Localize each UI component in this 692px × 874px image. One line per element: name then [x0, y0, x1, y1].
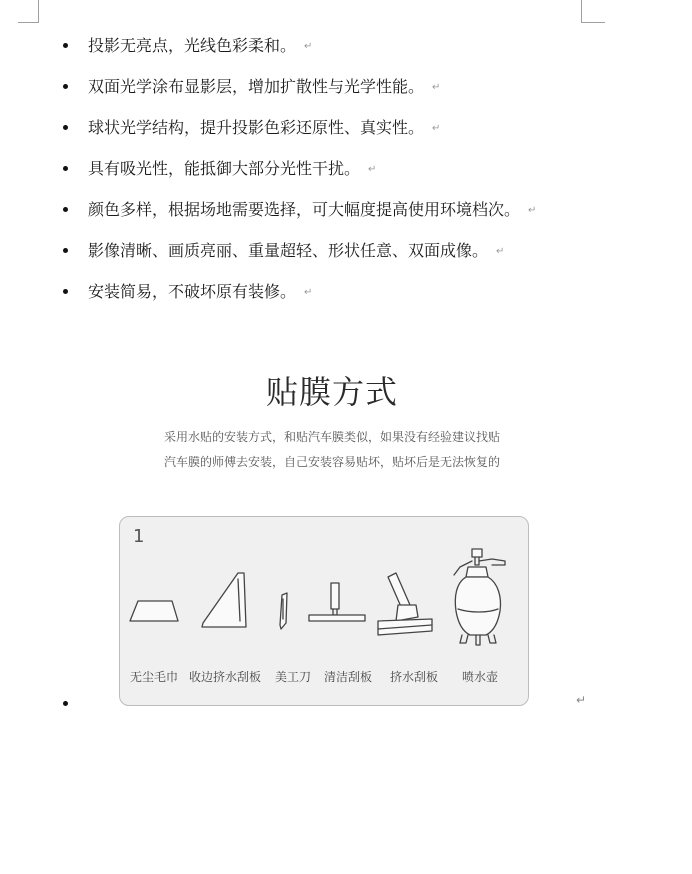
card-number: 1 — [133, 526, 145, 547]
paragraph-mark: ↵ — [368, 163, 377, 175]
bullet-dot — [63, 43, 68, 48]
description-line: 采用水贴的安装方式，和贴汽车膜类似，如果没有经验建议找贴 — [163, 430, 500, 444]
list-item — [0, 280, 692, 304]
description-line: 汽车膜的师傅去安装，自己安装容易贴坏，贴坏后是无法恢复的 — [163, 455, 500, 469]
paragraph-mark: ↵ — [304, 286, 313, 298]
tool-label: 无尘毛巾 — [129, 670, 179, 684]
section-heading: 贴膜方式 — [265, 373, 398, 411]
towel-icon — [130, 601, 178, 621]
list-item-text: 影像清晰、画质亮丽、重量超轻、形状任意、双面成像。 — [88, 241, 489, 260]
bullet-dot — [63, 207, 68, 212]
crop-mark-top-right — [581, 0, 605, 23]
list-item — [0, 239, 692, 263]
bullet-dot — [63, 289, 68, 294]
paragraph-mark: ↵ — [576, 693, 587, 707]
paragraph-mark: ↵ — [432, 122, 441, 134]
list-item-text: 颜色多样，根据场地需要选择，可大幅度提高使用环境档次。 — [88, 200, 521, 219]
tool-label: 收边挤水刮板 — [188, 670, 262, 684]
utility-knife-icon — [280, 593, 287, 629]
list-item-text: 具有吸光性，能抵御大部分光性干扰。 — [88, 159, 361, 178]
paragraph-mark: ↵ — [528, 204, 537, 216]
paragraph-mark: ↵ — [304, 40, 313, 52]
list-item — [0, 34, 692, 58]
list-item-text: 投影无亮点，光线色彩柔和。 — [88, 36, 297, 55]
list-item-text: 双面光学涂布显影层，增加扩散性与光学性能。 — [88, 77, 425, 96]
edge-squeegee-icon — [202, 573, 246, 627]
paragraph-mark: ↵ — [496, 245, 505, 257]
tool-label: 喷水壶 — [461, 670, 499, 684]
bullet-dot — [63, 125, 68, 130]
crop-mark-top-left — [18, 0, 39, 23]
list-item — [0, 116, 692, 140]
spray-bottle-icon — [454, 549, 505, 645]
tool-label: 清洁刮板 — [323, 670, 373, 684]
list-item-text: 球状光学结构，提升投影色彩还原性、真实性。 — [88, 118, 425, 137]
bullet-dot — [63, 166, 68, 171]
list-item — [0, 75, 692, 99]
squeegee-icon — [378, 573, 432, 635]
bullet-dot — [63, 701, 68, 706]
list-item-text: 安装简易，不破坏原有装修。 — [88, 282, 297, 301]
tool-label: 美工刀 — [274, 670, 312, 684]
tool-label: 挤水刮板 — [389, 670, 439, 684]
cleaning-scraper-icon — [309, 583, 365, 621]
bullet-dot — [63, 248, 68, 253]
list-item — [0, 157, 692, 181]
bullet-dot — [63, 84, 68, 89]
tools-image-card — [119, 516, 529, 706]
paragraph-mark: ↵ — [432, 81, 441, 93]
list-item — [0, 198, 692, 222]
